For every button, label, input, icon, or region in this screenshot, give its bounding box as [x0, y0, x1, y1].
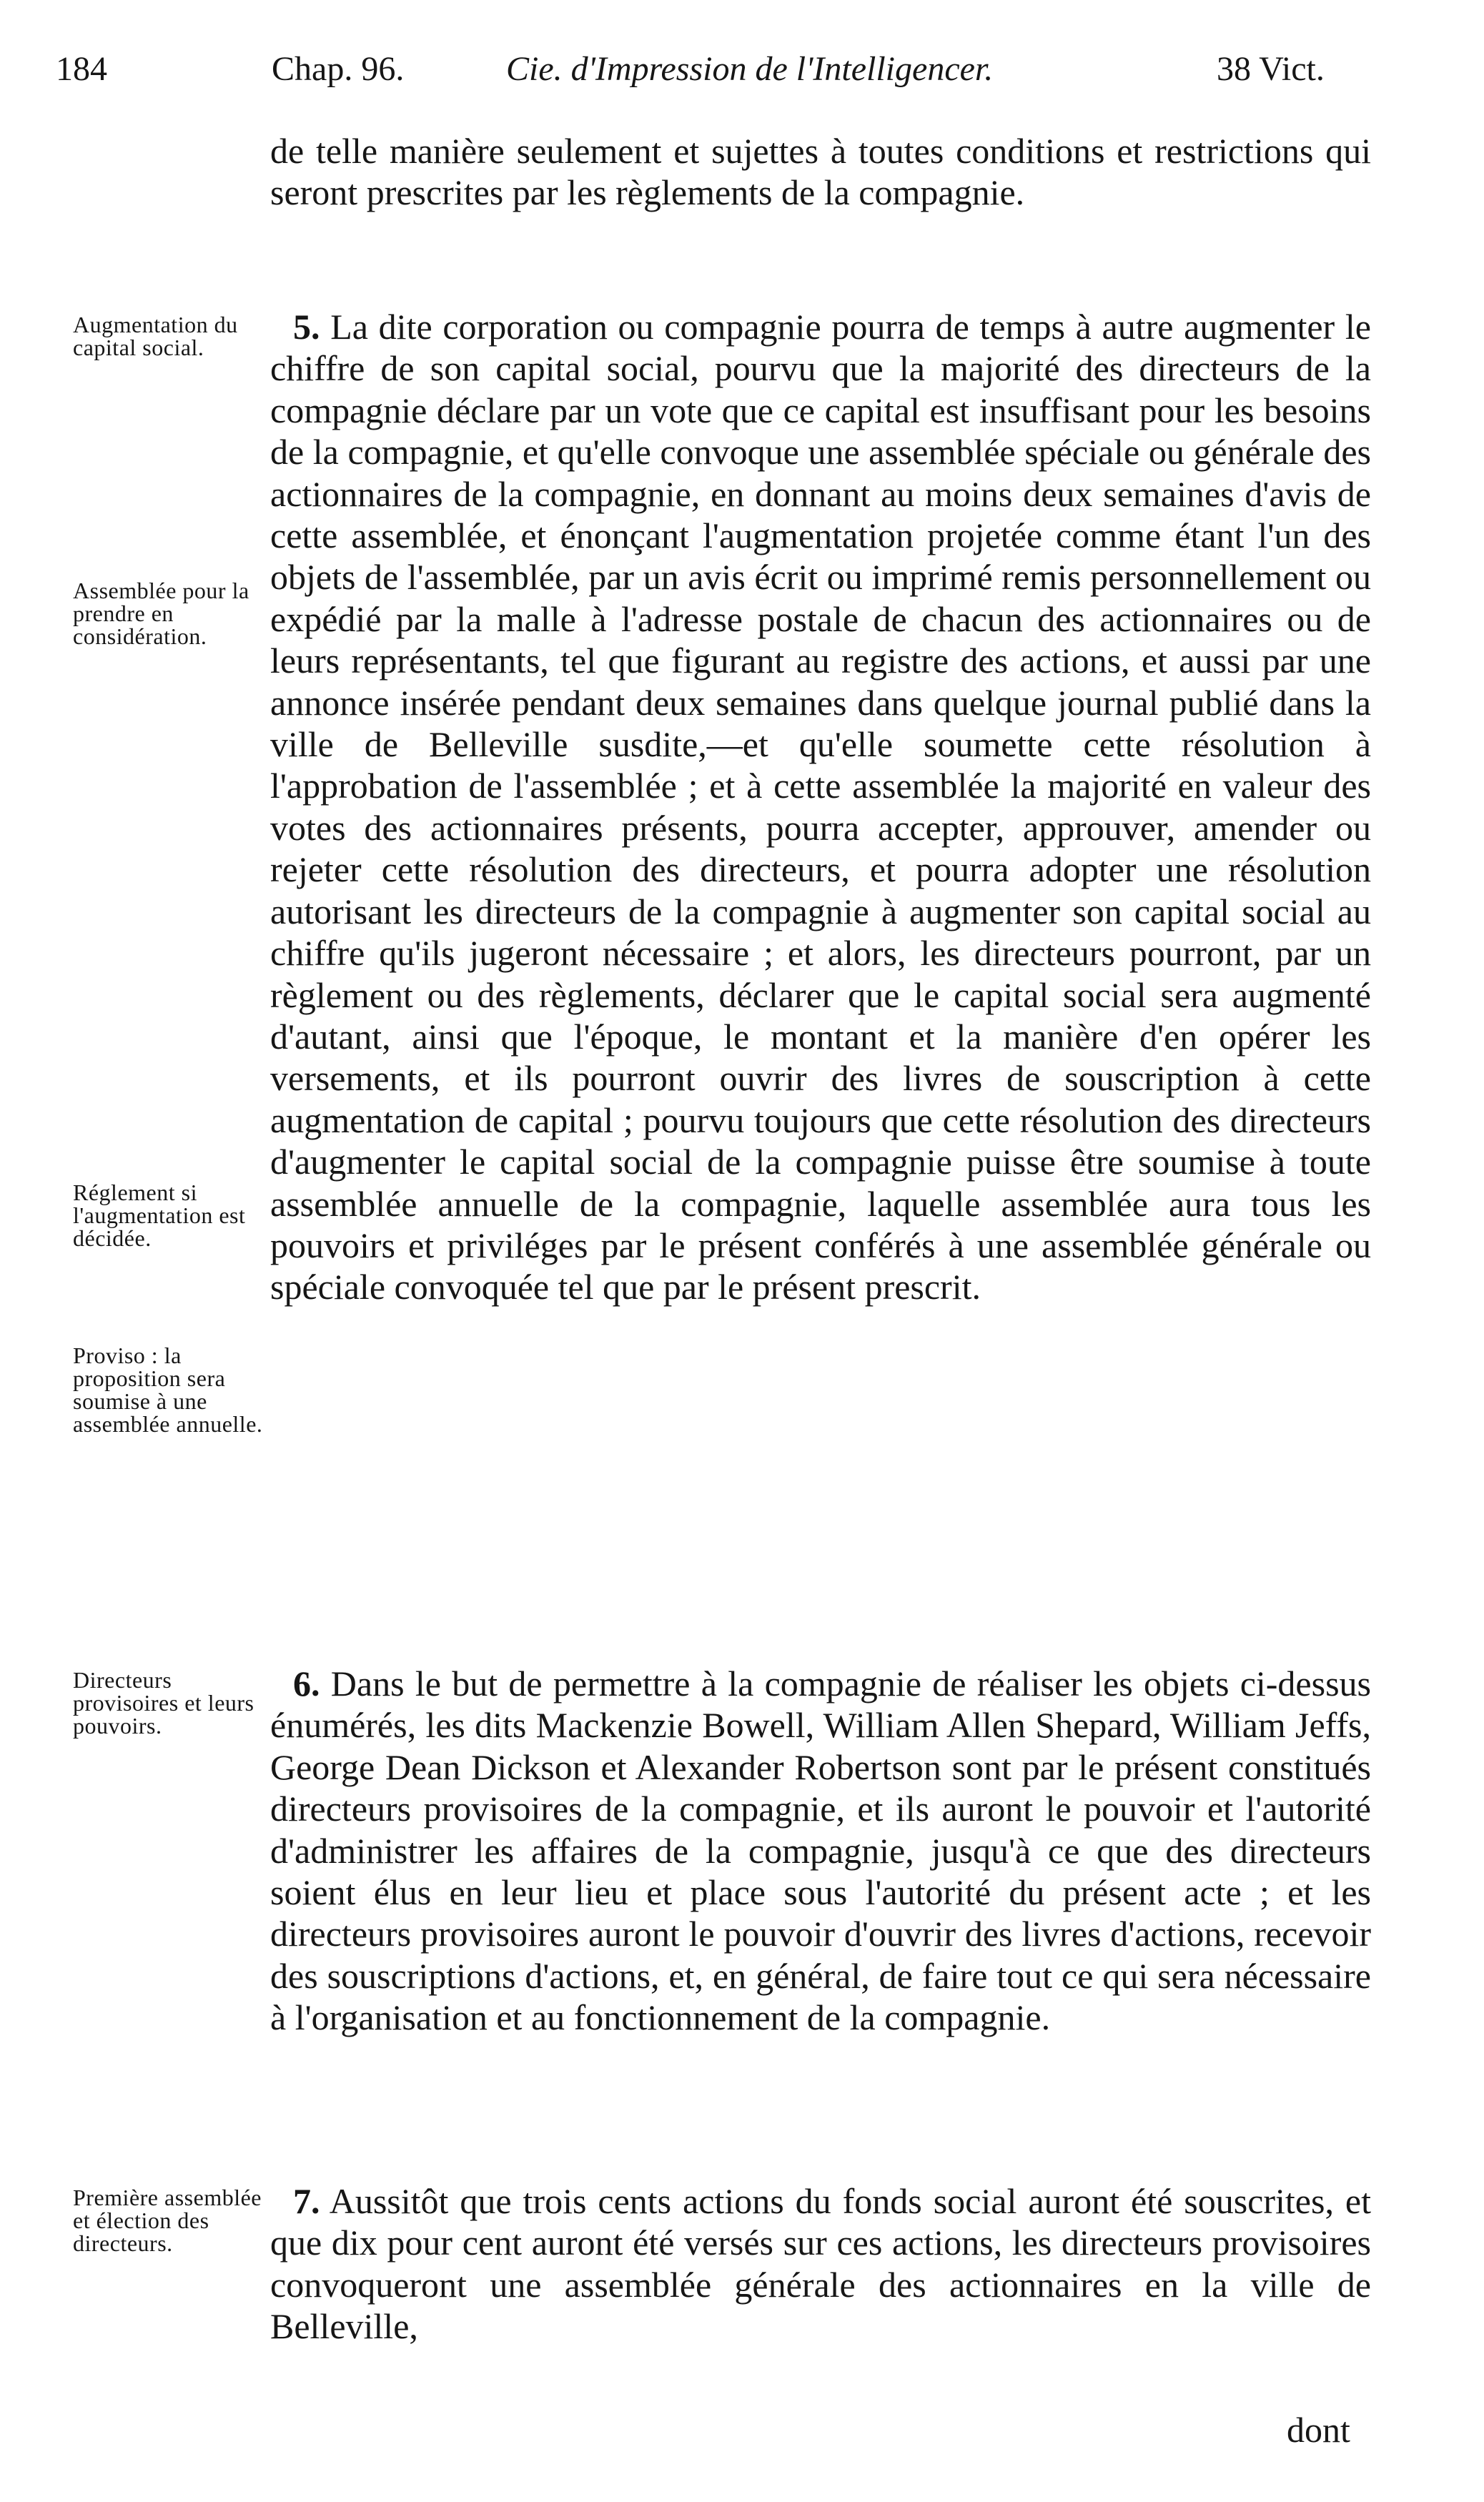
- section-7-paragraph: [270, 2180, 1371, 2348]
- section-6-number: 6.: [293, 1663, 320, 1704]
- margin-note-reglement: Réglement si l'augmentation est décidée.: [73, 1180, 246, 1251]
- section-5-number: 5.: [293, 307, 320, 347]
- margin-note-directeurs: Directeurs provisoires et leurs pouvoirs.: [73, 1667, 254, 1739]
- section-7: [270, 2180, 1371, 2348]
- continuation-paragraph: [270, 130, 1371, 214]
- chapter-label: Chap. 96.: [272, 50, 405, 88]
- margin-note-augmentation: Augmentation du capital social.: [73, 312, 238, 360]
- margin-note-proviso: Proviso : la proposition sera soumise à une assemblée annuelle.: [73, 1343, 263, 1437]
- section-6-paragraph: [270, 1663, 1371, 2039]
- section-5-text: La dite corporation ou compagnie pourra de temps à autre augmenter le chiffre de son capital social, pourvu que la majorité des directeurs de la compagnie déclare par un vote que ce capital est insuffisant pour les besoins de la compagnie, et qu'elle convoque une assemblée spéciale ou générale des actionnaires de la compagnie, en donnant au moins deux semaines d'avis de cette assemblée, et énonçant l'augmentation projetée comme étant l'un des objets de l'assemblée, par un avis écrit ou imprimé remis personnellement ou expédié par la malle à l'adresse postale de chacun des actionnaires ou de leurs représentants, tel que figurant au registre des actions, et aussi par une annonce insérée pendant deux semaines dans quelque journal publié dans la ville de Belleville susdite,—et qu'elle soumette cette résolution à l'approbation de l'assemblée ; et à cette assemblée la majorité en valeur des votes des actionnaires présents, pourra accepter, approuver, amender ou rejeter cette résolution des directeurs, et pourra adopter une résolution autorisant les directeurs de la compagnie à augmenter son capital social au chiffre qu'ils jugeront nécessaire ; et alors, les directeurs pourront, par un règlement ou des règlements, déclarer que le capital social sera augmenté d'autant, ainsi que l'époque, le montant et la manière d'en opérer les versements, et ils pourront ouvrir des livres de souscription à cette augmentation de capital ; pourvu toujours que cette résolution des directeurs d'augmenter le capital social de la compagnie puisse être soumise à toute assemblée annuelle de la compagnie, laquelle assemblée aura tous les pouvoirs et priviléges par le présent conférés à une assemblée générale ou spéciale convoquée tel que par le présent prescrit.: [270, 307, 1371, 1307]
- margin-note-premiere: Première assemblée et élection des directeurs.: [73, 2185, 262, 2256]
- section-7-text: Aussitôt que trois cents actions du fonds social auront été souscrites, et que dix pour cent auront été versés sur ces actions, les directeurs provisoires convoqueront une assemblée générale des actionnaires en la ville de Belleville,: [270, 2181, 1371, 2347]
- section-5: [270, 306, 1371, 1308]
- page-number: 184: [56, 50, 107, 88]
- running-header: [29, 44, 1423, 94]
- section-5-paragraph: [270, 306, 1371, 1308]
- catchword: dont: [1287, 2410, 1350, 2450]
- continuation-text: de telle manière seulement et sujettes à toutes conditions et restrictions qui seront prescrites par les règlements de la compagnie.: [270, 131, 1371, 213]
- section-6-text: Dans le but de permettre à la compagnie de réaliser les objets ci-dessus énumérés, les dits Mackenzie Bowell, William Allen Shepard, William Jeffs, George Dean Dickson et Alexander Robertson sont par le présent constitués directeurs provisoires de la compagnie, et ils auront le pouvoir et l'autorité d'administrer les affaires de la compagnie, jusqu'à ce que des directeurs soient élus en leur lieu et place sous l'autorité du présent acte ; et les directeurs provisoires auront le pouvoir d'ouvrir des livres d'actions, recevoir des souscriptions d'actions, et, en général, de faire tout ce qui sera nécessaire à l'organisation et au fonctionnement de la compagnie.: [270, 1663, 1371, 2038]
- section-7-number: 7.: [293, 2181, 320, 2221]
- section-6: [270, 1663, 1371, 2039]
- running-title: Cie. d'Impression de l'Intelligencer.: [506, 50, 994, 88]
- regnal-year: 38 Vict.: [1217, 50, 1325, 88]
- margin-note-assemblee: Assemblée pour la prendre en considération.: [73, 578, 249, 649]
